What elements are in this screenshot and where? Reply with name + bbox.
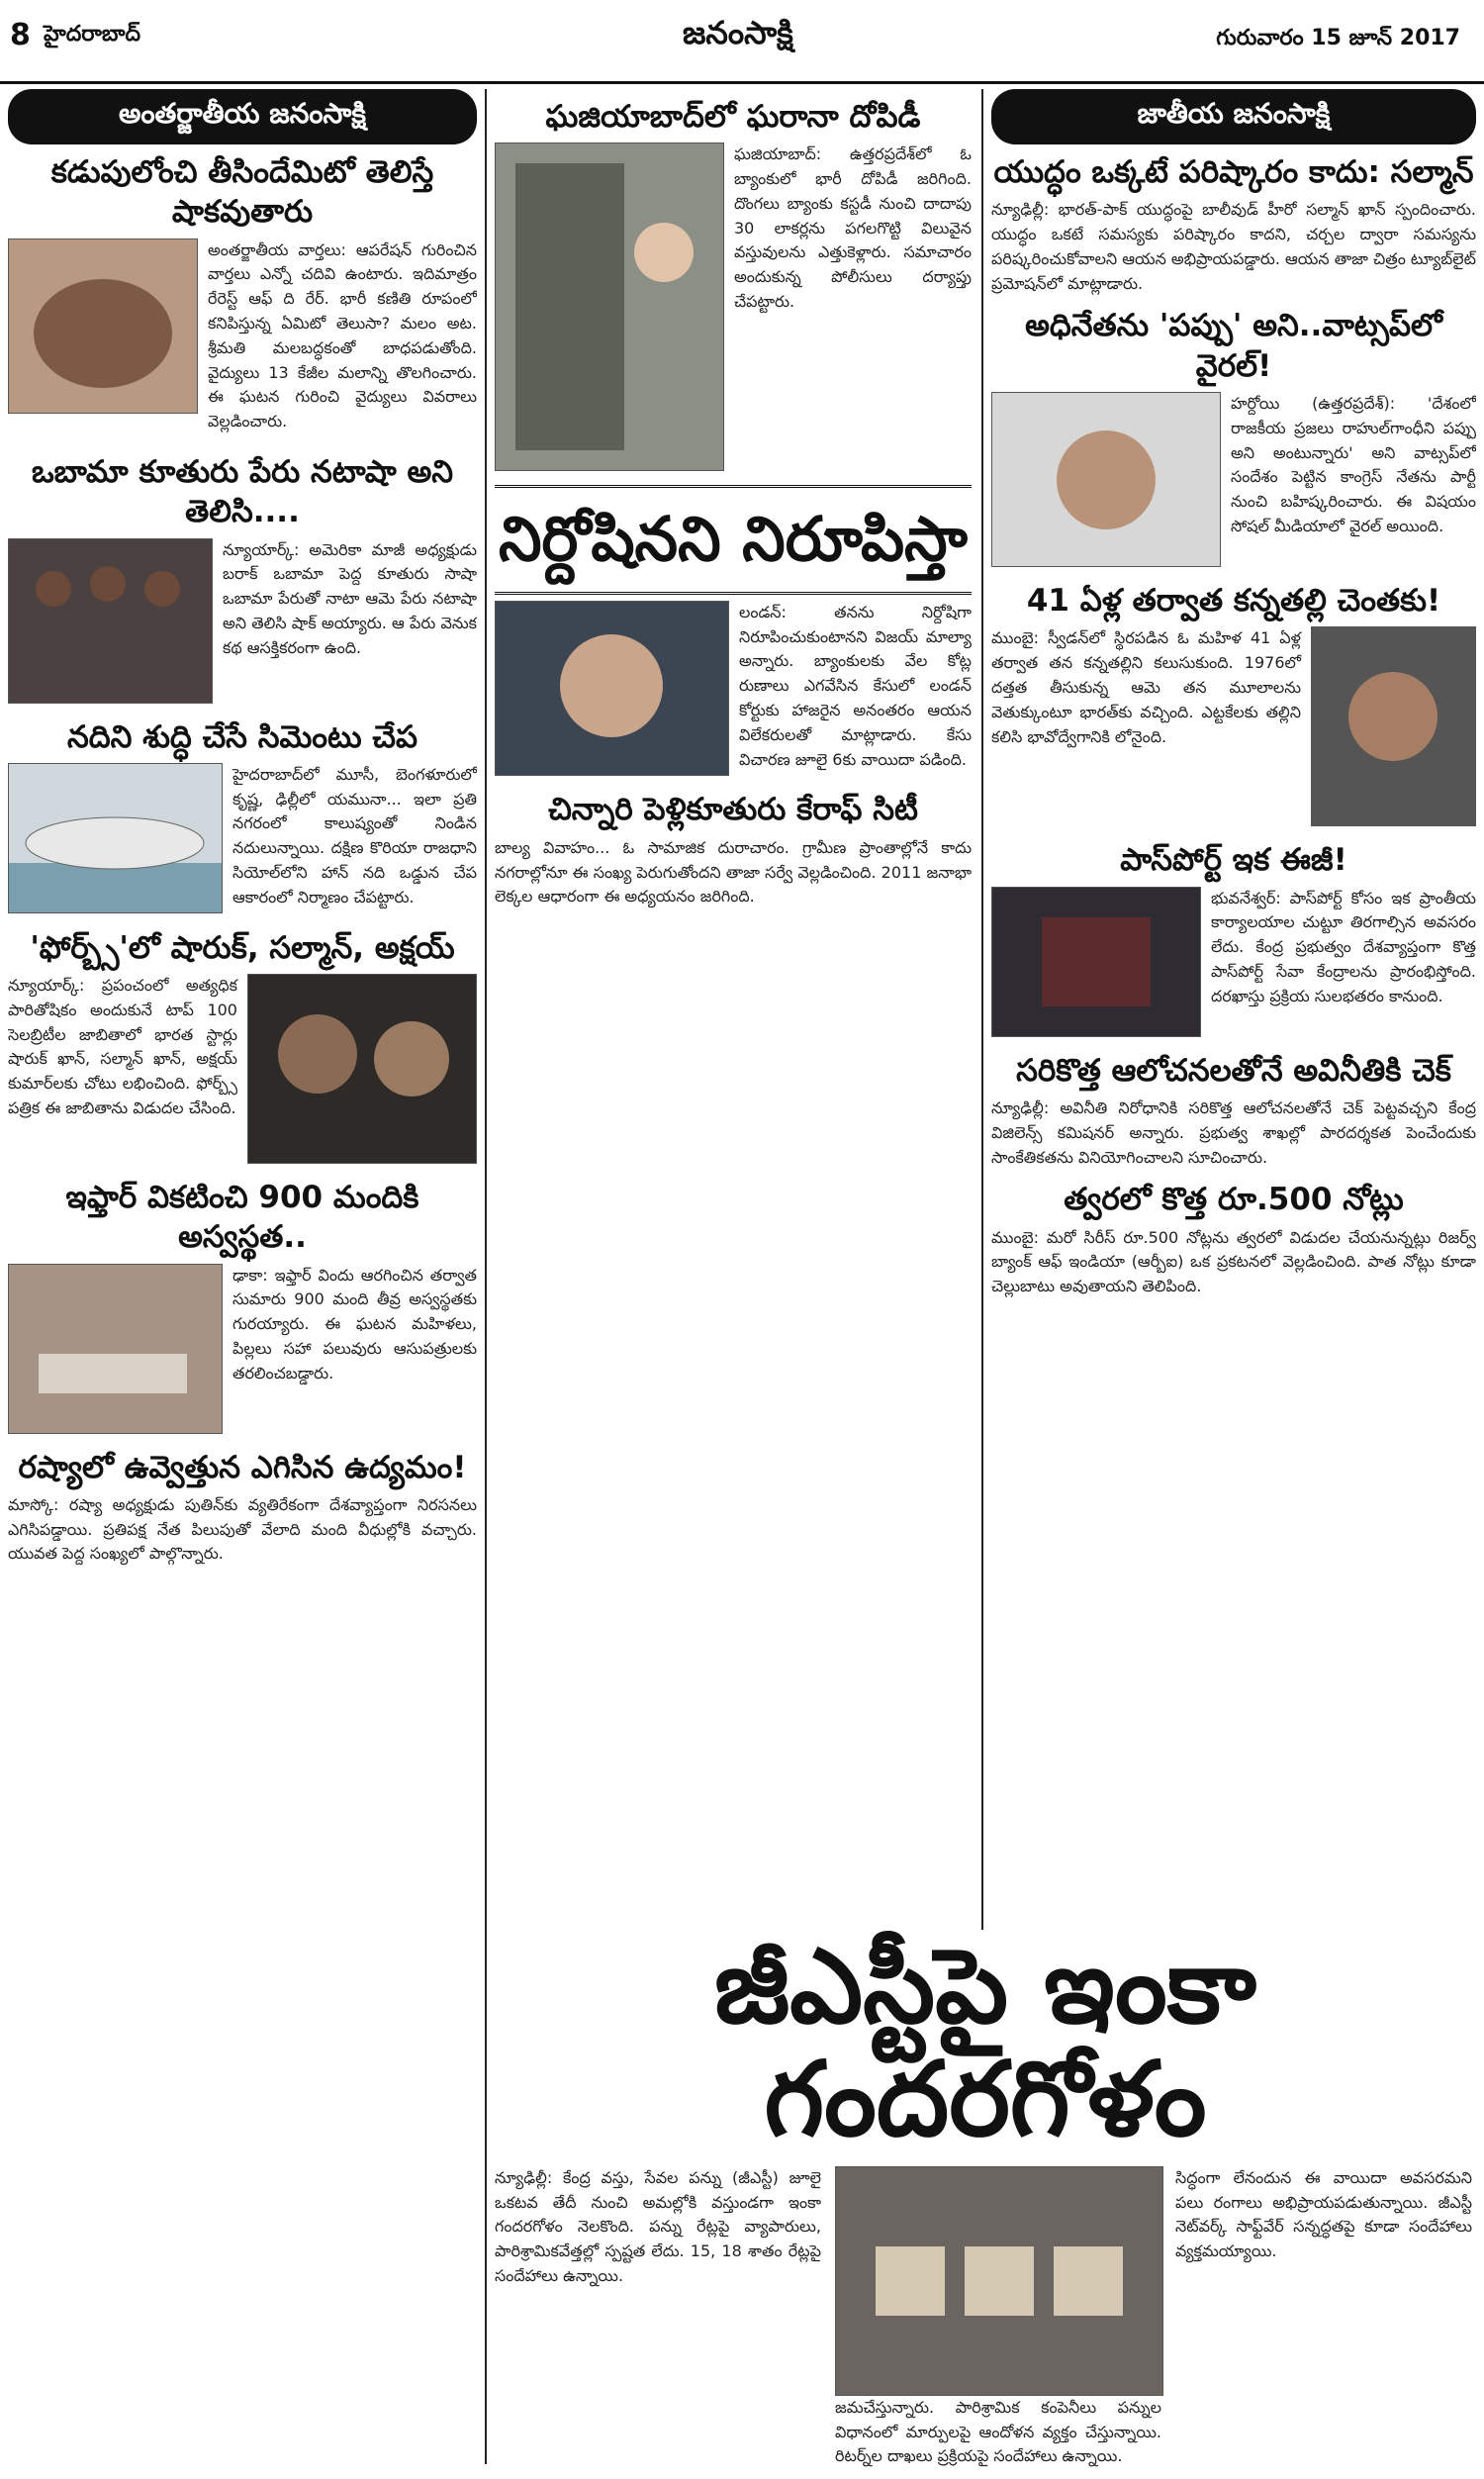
article-body: న్యూఢిల్లీ: అవినీతి నిరోధానికి సరికొత్త ఆలోచనలతోనే చెక్ పెట్టవచ్చని కేంద్ర విజిలెన్స్ కమిషనర్ అన్నారు. ప్రభుత్వ శాఖల్లో పారదర్శకత పెంచేందుకు సాంకేతికతను వినియోగించాలని సూచించారు. xyxy=(991,1097,1476,1167)
article-forbes xyxy=(8,928,477,1170)
edition-place: హైదరాబాద్ xyxy=(44,22,140,47)
article-headline: పాస్‌పోర్ట్ ఇక ఈజీ! xyxy=(1120,842,1347,879)
article-body: భువనేశ్వర్: పాస్‌పోర్ట్ కోసం ఇక ప్రాంతీయ కార్యాలయాల చుట్టూ తిరగాల్సిన అవసరం లేదు. కేంద్ర ప్రభుత్వం దేశవ్యాప్తంగా కొత్త పాస్‌పోర్ట్ సేవా కేంద్రాలను ప్రారంభిస్తోంది. దరఖాస్తు ప్రక్రియ సులభతరం కానుంది. xyxy=(1211,888,1476,1005)
gst-body-right: సిద్ధంగా లేనందున ఈ వాయిదా అవసరమని పలు రంగాలు అభిప్రాయపడుతున్నాయి. జీఎస్టీ నెట్‌వర్క్ సాఫ్ట్‌వేర్ సన్నద్ధతపై కూడా సందేహాలు వ్యక్తమయ్యాయి. xyxy=(1175,2167,1472,2261)
page-header xyxy=(0,0,1484,84)
photo-bank-lockers xyxy=(495,143,724,471)
gst-feature xyxy=(495,1926,1476,2466)
article-headline: చిన్నారి పెళ్లికూతురు కేరాఫ్ సిటీ xyxy=(548,792,918,828)
article-body: హైదరాబాద్‌లో మూసీ, బెంగళూరులో కృష్ణ, ఢిల్లీలో యమునా... ఇలా ప్రతి నగరంలో కాలుష్యంతో నిండిన నదులున్నాయి. దక్షిణ కొరియా రాజధాని సియోల్‌లోని హాన్ నది ఒడ్డున చేప ఆకారంలో నిర్మాణం చేపట్టారు. xyxy=(232,764,477,906)
gst-headline: జీఎస్టీపై ఇంకా గందరగోళం xyxy=(714,1926,1256,2160)
article-headline: నదిని శుద్ధి చేసే సిమెంటు చేప xyxy=(66,718,418,755)
article-headline: 'ఫోర్బ్స్'లో షారుక్, సల్మాన్, అక్షయ్ xyxy=(30,929,455,966)
article-headline: ఇఫ్తార్ వికటించి 900 మందికి అస్వస్థత.. xyxy=(65,1179,419,1256)
photo-woman xyxy=(1311,626,1476,826)
photo-fish-structure xyxy=(8,763,223,913)
article-500-notes xyxy=(991,1180,1476,1299)
page-number: 8 xyxy=(10,18,31,52)
article-body: న్యూయార్క్: అమెరికా మాజీ అధ్యక్షుడు బరాక్ ఒబామా పెద్ద కూతురు సాషా ఒబామా పేరుతో నాటా ఆమె పేరు నటాషా అని తెలిసి షాక్ అయ్యారు. ఆ పేరు వెనుక కథ ఆసక్తికరంగా ఉంది. xyxy=(223,539,477,657)
article-corruption xyxy=(991,1051,1476,1171)
article-headline: త్వరలో కొత్త రూ.500 నోట్లు xyxy=(1064,1182,1404,1218)
article-body: ముంబై: స్వీడన్‌లో స్థిరపడిన ఓ మహిళ 41 ఏళ్ల తర్వాత తన కన్నతల్లిని కలుసుకుంది. 1976లో దత్తత తీసుకున్న ఆమె తన మూలాలను వెతుక్కుంటూ భారత్‌కు వచ్చింది. ఎట్టకేలకు తల్లిని కలిసి భావోద్వేగానికి లోనైంది. xyxy=(991,628,1301,746)
article-headline: అధినేతను 'పప్పు' అని..వాట్సప్‌లో వైరల్! xyxy=(1025,308,1442,384)
article-pappu xyxy=(991,306,1476,573)
column-divider xyxy=(485,89,487,2464)
article-headline: ఘజియాబాద్‌లో ఘరానా దోపిడీ xyxy=(545,99,921,135)
article-headline: ఒబామా కూతురు పేరు నటాషా అని తెలిసి.... xyxy=(31,453,454,530)
article-russia xyxy=(8,1448,477,1568)
photo-rahul-gandhi xyxy=(991,392,1221,567)
photo-passport xyxy=(991,887,1201,1037)
article-headline: యుద్ధం ఒక్కటే పరిష్కారం కాదు: సల్మాన్ xyxy=(993,154,1474,190)
section-banner-national: జాతీయ జనంసాక్షి xyxy=(991,89,1476,144)
article-ghaziabad-robbery xyxy=(495,97,972,477)
article-body: అంతర్జాతీయ వార్తలు: ఆపరేషన్ గురించిన వార్తలు ఎన్నో చదివి ఉంటారు. ఇదిమాత్రం రేరెస్ట్ ఆఫ్ ది రేర్. భారీ కణితి రూపంలో కనిపిస్తున్న ఏమిటో తెలుసా? మలం అట. శ్రీమతి మలబద్ధకంతో బాధపడుతోంది. వైద్యులు 13 కేజీల మలాన్ని తొలగించారు. ఈ ఘటన గురించి వైద్యులు వివరాలు వెల్లడించారు. xyxy=(208,239,477,431)
article-headline: సరికొత్త ఆలోచనలతోనే అవినీతికి చెక్ xyxy=(1016,1052,1451,1089)
photo-vijay-mallya xyxy=(495,601,729,776)
article-headline-large: నిర్దోషినని నిరూపిస్తా xyxy=(495,485,972,595)
photo-surgery xyxy=(8,238,198,414)
masthead-logo: జనంసాక్షి xyxy=(683,14,793,51)
article-cement-fish xyxy=(8,717,477,920)
section-banner-international: అంతర్జాతీయ జనంసాక్షి xyxy=(8,89,477,144)
gst-body-left: న్యూఢిల్లీ: కేంద్ర వస్తు, సేవల పన్ను (జీఎస్టీ) జూలై ఒకటవ తేదీ నుంచి అమల్లోకి వస్తుండగా ఇంకా గందరగోళం నెలకొంది. పన్ను రేట్లపై వ్యాపారులు, పారిశ్రామికవేత్తల్లో స్పష్టత లేదు. 15, 18 శాతం రేట్లపై సందేహాలు ఉన్నాయి. xyxy=(495,2167,821,2285)
article-body: ఢాకా: ఇఫ్తార్ విందు ఆరగించిన తర్వాత సుమారు 900 మంది తీవ్ర అస్వస్థతకు గురయ్యారు. ఈ ఘటన మహిళలు, పిల్లలు సహా పలువురు ఆసుపత్రులకు తరలించబడ్డారు. xyxy=(232,1265,477,1383)
article-body: న్యూయార్క్: ప్రపంచంలో అత్యధిక పారితోషికం అందుకునే టాప్ 100 సెలబ్రిటీల జాబితాలో భారత స్టార్లు షారుక్ ఖాన్, సల్మాన్ ఖాన్, అక్షయ్ కుమార్‌లకు చోటు లభించింది. ఫోర్బ్స్ పత్రిక ఈ జాబితాను విడుదల చేసింది. xyxy=(8,975,237,1117)
article-mallya xyxy=(495,485,972,782)
article-salman-war xyxy=(991,152,1476,296)
article-body: న్యూఢిల్లీ: భారత్-పాక్ యుద్ధంపై బాలీవుడ్ హీరో సల్మాన్ ఖాన్ స్పందించారు. యుద్ధం ఒకటే సమస్యకు పరిష్కారం కాదని, చర్చల ద్వారా సమస్యను పరిష్కరించుకోవాలని ఆయన అభిప్రాయపడ్డారు. ఆయన తాజా చిత్రం ట్యూబ్‌లైట్ ప్రమోషన్‌లో మాట్లాడారు. xyxy=(991,200,1476,293)
article-reunion xyxy=(991,581,1476,832)
article-headline: 41 ఏళ్ల తర్వాత కన్నతల్లి చెంతకు! xyxy=(1026,583,1441,620)
photo-obama-family xyxy=(8,538,213,704)
article-body: లండన్: తనను నిర్దోషిగా నిరూపించుకుంటానని విజయ్ మాల్యా అన్నారు. బ్యాంకులకు వేల కోట్ల రుణాలు ఎగవేసిన కేసులో లండన్ కోర్టుకు హాజరైన అనంతరం ఆయన విలేకరులతో మాట్లాడారు. కేసు విచారణ జూలై 6కు వాయిదా పడింది. xyxy=(739,602,972,769)
photo-salman-shahrukh xyxy=(247,974,477,1164)
international-column xyxy=(8,89,477,2464)
article-body: హర్దోయి (ఉత్తరప్రదేశ్): 'దేశంలో రాజకీయ ప్రజలు రాహుల్‌గాంధీని పప్పు అని అంటున్నారు' అని వాట్సప్‌లో సందేశం పెట్టిన కాంగ్రెస్ నేతను పార్టీ నుంచి బహిష్కరించారు. ఈ విషయం సోషల్ మీడియాలో వైరల్ అయింది. xyxy=(1231,394,1476,536)
article-headline: రష్యాలో ఉవ్వెత్తున ఎగిసిన ఉద్యమం! xyxy=(18,1449,467,1485)
article-obama-daughter xyxy=(8,452,477,710)
article-body: మాస్కో: రష్యా అధ్యక్షుడు పుతిన్‌కు వ్యతిరేకంగా దేశవ్యాప్తంగా నిరసనలు ఎగిసిపడ్డాయి. ప్రతిపక్ష నేత పిలుపుతో వేలాది మంది వీధుల్లోకి వచ్చారు. యువత పెద్ద సంఖ్యలో పాల్గొన్నారు. xyxy=(8,1494,477,1564)
article-body: ముంబై: మరో సిరీస్ రూ.500 నోట్లను త్వరలో విడుదల చేయనున్నట్లు రిజర్వ్ బ్యాంక్ ఆఫ్ ఇండియా (ఆర్బీఐ) ఒక ప్రకటనలో వెల్లడించింది. పాత నోట్లు కూడా చెల్లుబాటు అవుతాయని తెలిపింది. xyxy=(991,1227,1476,1296)
article-body: బాల్య వివాహం... ఓ సామాజిక దురాచారం. గ్రామీణ ప్రాంతాల్లోనే కాదు నగరాల్లోనూ ఈ సంఖ్య పెరుగుతోందని తాజా సర్వే వెల్లడించింది. 2011 జనాభా లెక్కల ఆధారంగా ఈ అధ్యయనం జరిగింది. xyxy=(495,837,972,906)
article-headline: కడుపులోంచి తీసిందేమిటో తెలిస్తే షాకవుతారు xyxy=(50,154,434,231)
photo-hospital xyxy=(8,1264,223,1434)
article-body: ఘజియాబాద్: ఉత్తరప్రదేశ్‌లో ఓ బ్యాంకులో భారీ దోపిడీ జరిగింది. దొంగలు బ్యాంకు కస్టడీ నుంచి దాదాపు 30 లాకర్లను పగలగొట్టి విలువైన వస్తువులను ఎత్తుకెళ్లారు. సమాచారం అందుకున్న పోలీసులు దర్యాప్తు చేపట్టారు. xyxy=(734,144,972,312)
issue-date: గురువారం 15 జూన్ 2017 xyxy=(1216,26,1460,50)
article-passport xyxy=(991,840,1476,1042)
photo-gst-blocks xyxy=(835,2166,1163,2396)
article-child-marriage xyxy=(495,790,972,909)
gst-body-mid: జమచేస్తున్నారు. పారిశ్రామిక కంపెనీలు పన్నుల విధానంలో మార్పులపై ఆందోళన వ్యక్తం చేస్తున్నాయి. రిటర్న్‌ల దాఖలు ప్రక్రియపై సందేహాలు ఉన్నాయి. xyxy=(835,2397,1161,2466)
article-iftar xyxy=(8,1178,477,1440)
article-stomach xyxy=(8,152,477,444)
